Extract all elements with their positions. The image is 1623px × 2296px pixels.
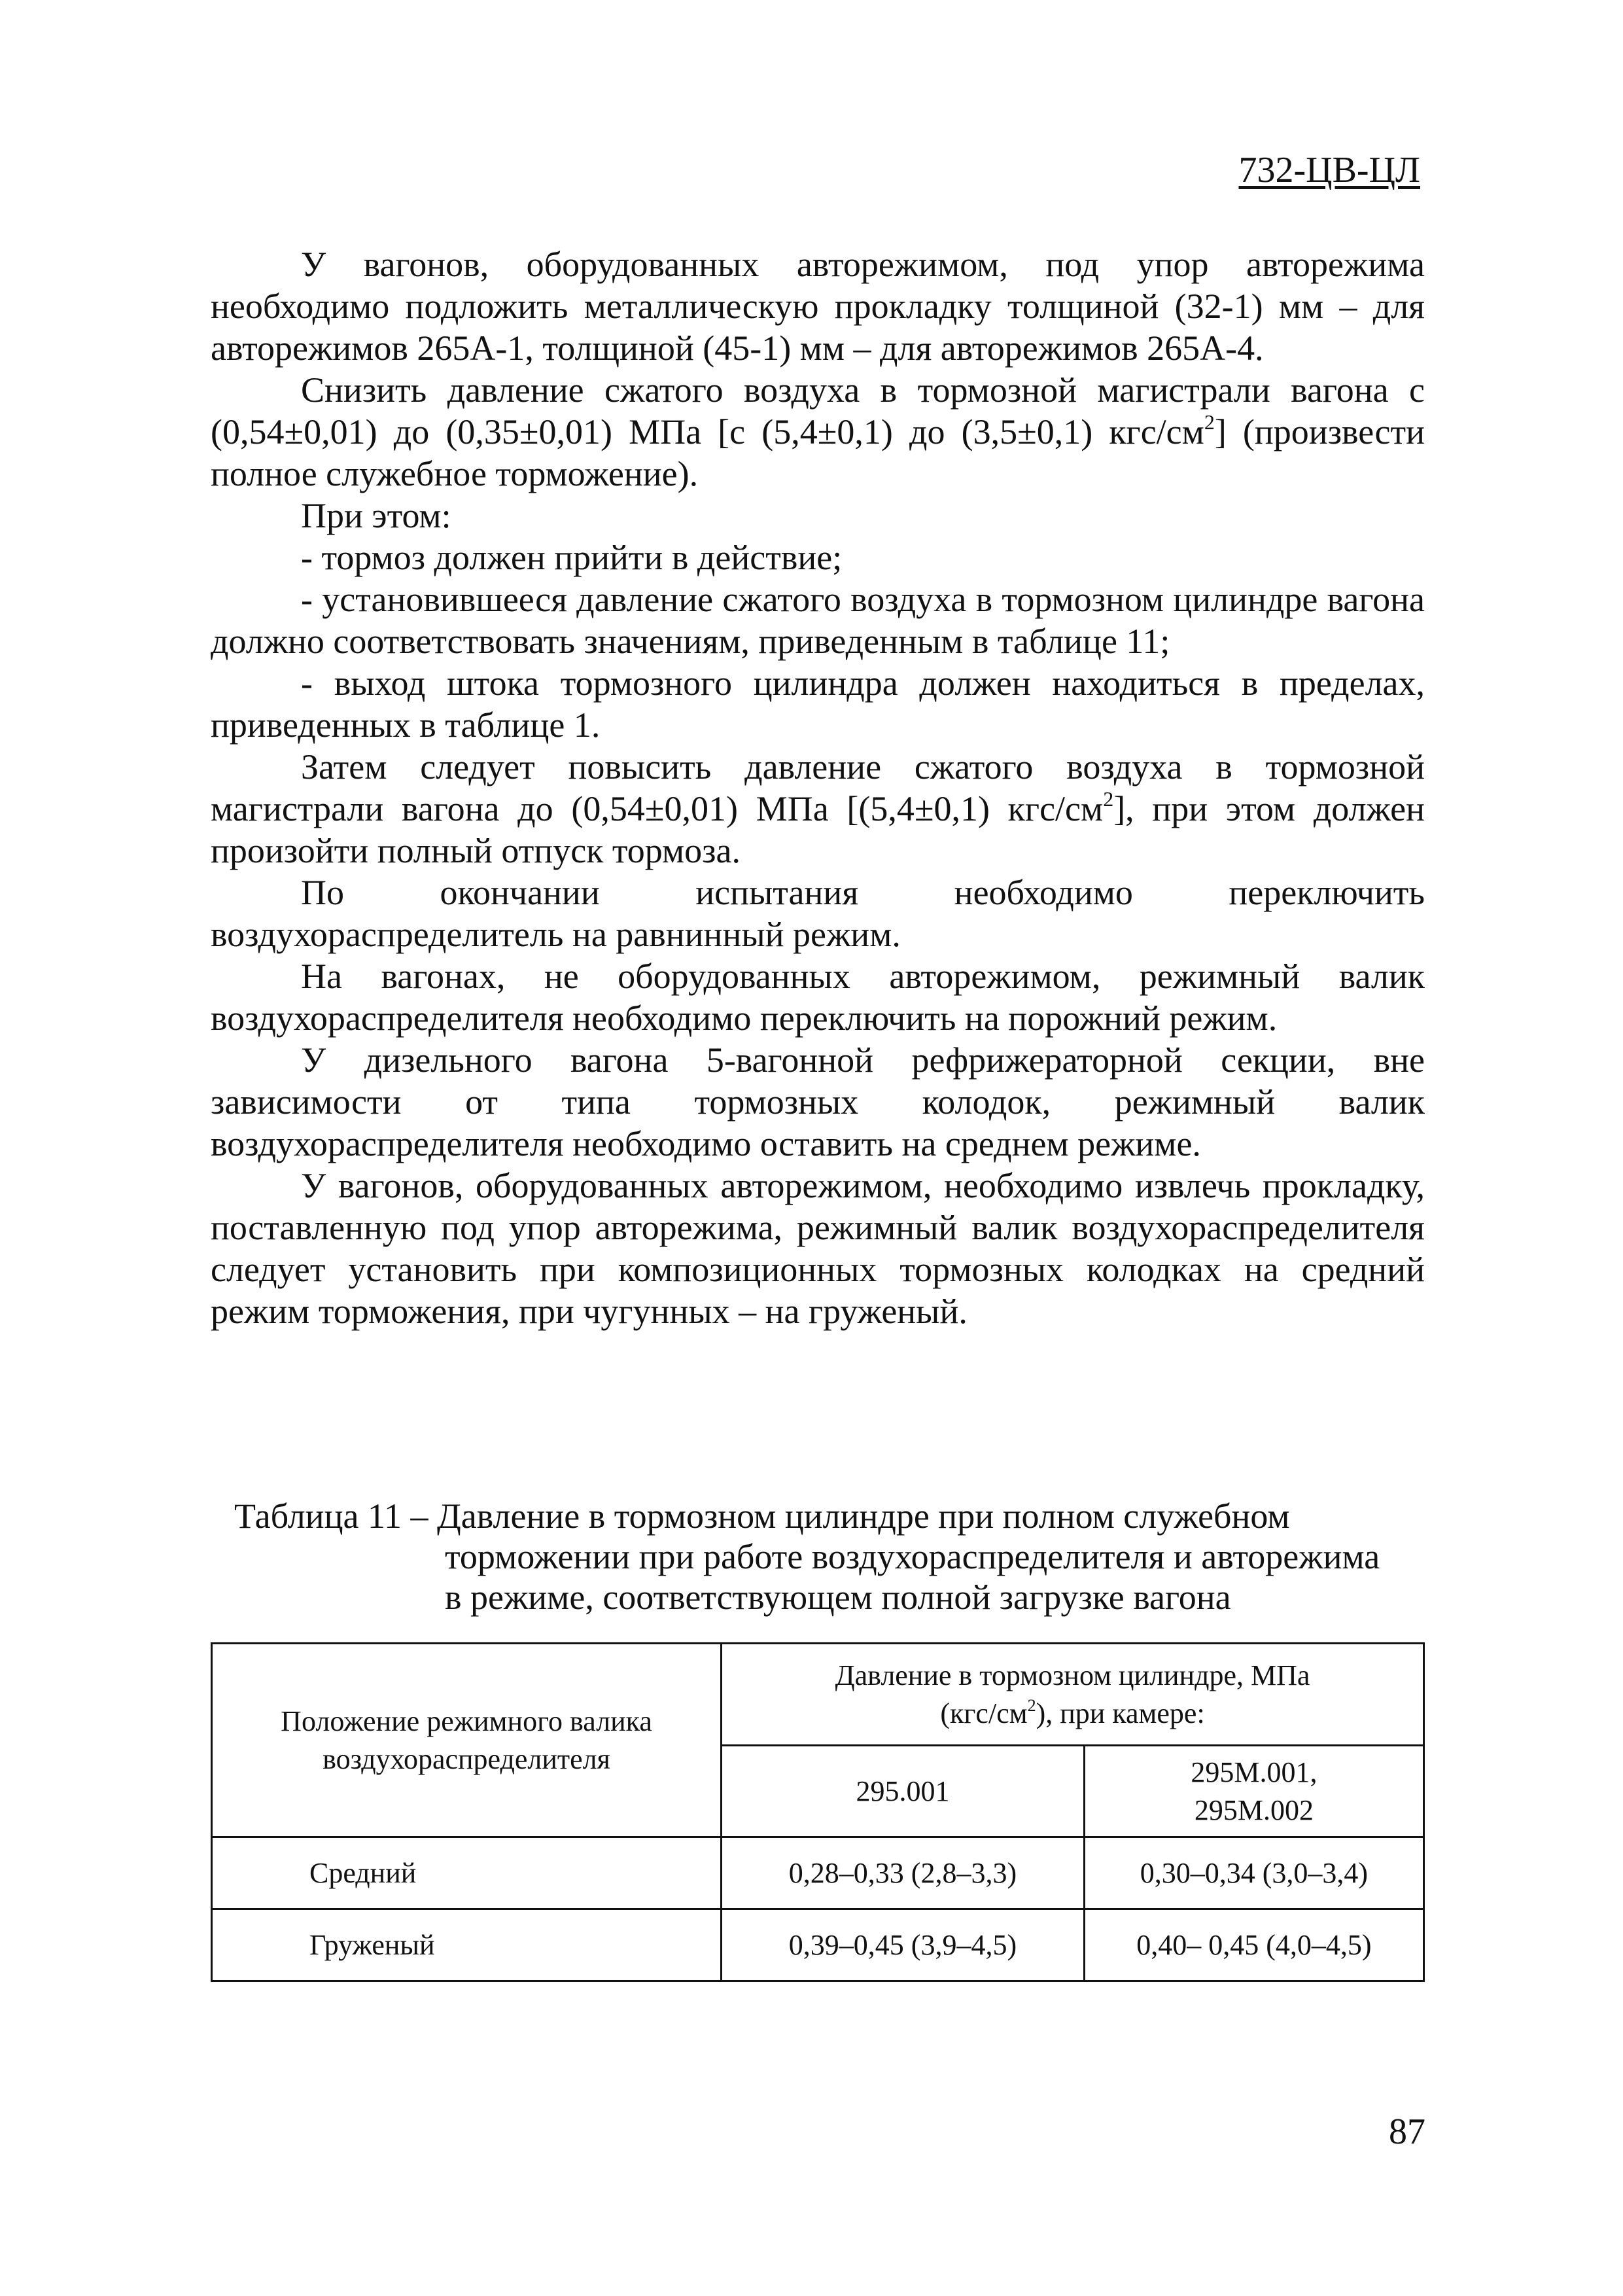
paragraph-10: У дизельного вагона 5-вагонной рефрижераторной секции, вне зависимости от типа тормозных колодок, режимный валик воздухораспределителя необходимо оставить на среднем режиме.: [211, 1040, 1425, 1163]
body-text: [211, 243, 1425, 1332]
subheader-chamber-2: [1084, 1746, 1423, 1837]
paragraph-1: У вагонов, оборудованных авторежимом, под упор авторежима необходимо подложить металлическую прокладку толщиной (32-1) мм – для авторежимов 265А-1, толщиной (45-1) мм – для авторежимов 265А-4.: [211, 245, 1425, 368]
header-valve-position: [212, 1644, 722, 1837]
header-pressure-line-1: Давление в тормозном цилиндре, МПа: [835, 1659, 1310, 1691]
table-caption-line-3: в режиме, соответствующем полной загрузке вагона: [445, 1578, 1231, 1617]
paragraph-11: У вагонов, оборудованных авторежимом, необходимо извлечь прокладку, поставленную под упор авторежима, режимный валик воздухораспределителя следует установить при композиционных тормозных колодках на средний режим торможения, при чугунных – на груженый.: [211, 1166, 1425, 1331]
header-pressure-line-2: [733, 1695, 1412, 1733]
paragraph-2: [211, 369, 1425, 495]
paragraph-9: На вагонах, не оборудованных авторежимом, режимный валик воздухораспределителя необходимо переключить на порожний режим.: [211, 957, 1425, 1038]
paragraph-4: - тормоз должен прийти в действие;: [301, 538, 843, 577]
table-cell-value: 0,28–0,33 (2,8–3,3): [722, 1837, 1085, 1909]
header-pressure-text-b: ), при камере:: [1036, 1697, 1205, 1729]
paragraph-5: - установившееся давление сжатого воздуха в тормозном цилиндре вагона должно соответствовать значениям, приведенным в таблице 11;: [211, 580, 1425, 661]
table-cell-value: 0,39–0,45 (3,9–4,5): [722, 1909, 1085, 1981]
paragraph-6: - выход штока тормозного цилиндра должен находиться в пределах, приведенных в таблице 1.: [211, 663, 1425, 745]
table-caption-line-2: торможении при работе воздухораспределителя и авторежима: [445, 1537, 1380, 1576]
table-cell-mode: Средний: [212, 1837, 722, 1909]
table-caption-line-1: Таблица 11 – Давление в тормозном цилиндре при полном служебном: [234, 1496, 1290, 1536]
paragraph-7-text-a: Затем следует повысить давление сжатого воздуха в тормозной магистрали вагона до (0,54±0,01) МПа [(5,4±0,1) кгс/см: [211, 747, 1425, 828]
paragraph-7-text-b: ], при этом должен произойти полный отпуск тормоза.: [211, 789, 1425, 870]
table-cell-mode: Груженый: [212, 1909, 722, 1981]
paragraph-3: При этом:: [301, 496, 451, 535]
header-pressure-text-a: (кгс/см: [940, 1697, 1028, 1729]
paragraph-8: По окончании испытания необходимо переключить воздухораспределитель на равнинный режим.: [211, 873, 1425, 954]
paragraph-2-superscript: 2: [1204, 410, 1215, 434]
header-pressure: [722, 1644, 1424, 1746]
table-cell-value: 0,30–0,34 (3,0–3,4): [1084, 1837, 1423, 1909]
table-header-row: [212, 1644, 1424, 1746]
table-cell-value: 0,40– 0,45 (4,0–4,5): [1084, 1909, 1423, 1981]
paragraph-7: [211, 746, 1425, 872]
page-number: 87: [1389, 2111, 1425, 2152]
header-pressure-superscript: 2: [1027, 1695, 1036, 1715]
subheader-chamber-2-line-2: 295М.002: [1194, 1793, 1314, 1826]
pressure-table: [211, 1642, 1425, 1982]
table-row: [212, 1837, 1424, 1909]
document-code: 732-ЦВ-ЦЛ: [1238, 150, 1420, 190]
paragraph-2-text-a: Снизить давление сжатого воздуха в тормозной магистрали вагона с (0,54±0,01) до (0,35±0,01) МПа [с (5,4±0,1) до (3,5±0,1) кгс/см: [211, 370, 1425, 451]
subheader-chamber-2-line-1: 295М.001,: [1191, 1756, 1318, 1788]
paragraph-7-superscript: 2: [1103, 787, 1114, 811]
header-valve-position-line-1: Положение режимного валика: [281, 1704, 652, 1737]
paragraph-2-text-b: ] (произвести полное служебное торможение).: [211, 412, 1425, 493]
subheader-chamber-1: 295.001: [722, 1746, 1085, 1837]
header-valve-position-line-2: воздухораспределителя: [323, 1742, 610, 1775]
table-row: [212, 1909, 1424, 1981]
table-caption: [234, 1496, 1425, 1617]
